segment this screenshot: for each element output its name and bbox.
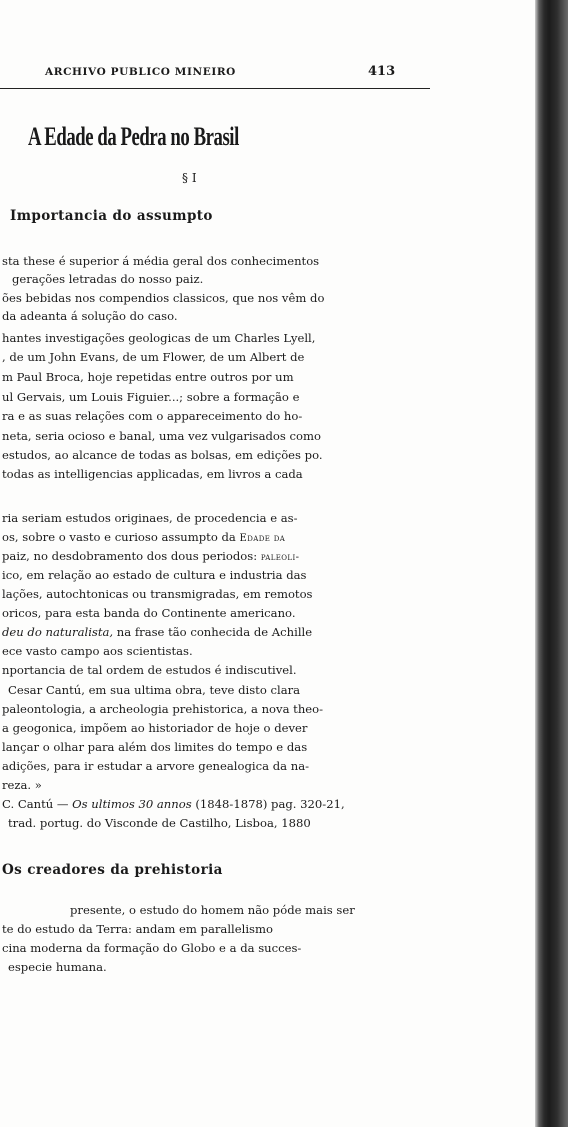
text-line: adições, para ir estudar a arvore genealogica da na- [2, 759, 310, 773]
small-caps-term: paleoli- [260, 552, 300, 563]
text-line: ria seriam estudos originaes, de procedencia e as- [2, 511, 298, 525]
text-line: a geogonica, impõem ao historiador de hoje o dever [2, 721, 308, 735]
text-line: paiz, no desdobramento dos dous periodos: paleoli- [2, 549, 300, 563]
text-line: sta these é superior á média geral dos conhecimentos [2, 254, 320, 268]
citation-line: trad. portug. do Visconde de Castilho, Lisboa, 1880 [8, 816, 311, 830]
section-mark: § I [182, 171, 197, 185]
text-line: todas as intelligencias applicadas, em livros a cada [2, 467, 303, 481]
italic-phrase: deu do naturalista, [2, 625, 114, 639]
text-line: reza. » [2, 778, 42, 792]
text-line: neta, seria ocioso e banal, uma vez vulgarisados como [2, 429, 321, 443]
text-line: presente, o estudo do homem não póde mais ser [70, 903, 355, 917]
page-number: 413 [368, 64, 396, 79]
section-heading-creadores: Os creadores da prehistoria [2, 862, 223, 878]
text-line: hantes investigações geologicas de um Charles Lyell, [2, 331, 316, 345]
running-head: ARCHIVO PUBLICO MINEIRO [45, 66, 236, 78]
text-line: oricos, para esta banda do Continente americano. [2, 606, 296, 620]
text-line: ico, em relação ao estado de cultura e industria das [2, 568, 307, 582]
text-line: paleontologia, a archeologia prehistorica, a nova theo- [2, 702, 324, 716]
text-line: ul Gervais, um Louis Figuier...; sobre a formação e [2, 390, 300, 404]
cited-title: Os ultimos 30 annos [72, 797, 192, 811]
article-title: A Edade da Pedra no Brasil [28, 122, 239, 151]
text-line: nportancia de tal ordem de estudos é indiscutivel. [2, 663, 297, 677]
text-line: gerações letradas do nosso paiz. [12, 272, 204, 286]
text-line: ece vasto campo aos scientistas. [2, 644, 193, 658]
text-line: os, sobre o vasto e curioso assumpto da Edade da [2, 530, 286, 544]
text-line: especie humana. [8, 960, 107, 974]
book-spine-shadow [535, 0, 568, 1127]
text-line: te do estudo da Terra: andam em parallelismo [2, 922, 273, 936]
page-header [0, 62, 430, 89]
citation-line: C. Cantú — Os ultimos 30 annos (1848-1878) pag. 320-21, [2, 797, 345, 811]
text-line: m Paul Broca, hoje repetidas entre outros por um [2, 370, 294, 384]
text-line: cina moderna da formação do Globo e a da succes- [2, 941, 302, 955]
text-line: deu do naturalista, na frase tão conhecida de Achille [2, 625, 313, 639]
text-line: estudos, ao alcance de todas as bolsas, em edições po. [2, 448, 323, 462]
small-caps-term: Edade da [239, 533, 286, 544]
text-line: da adeanta á solução do caso. [2, 309, 178, 323]
text-line: ra e as suas relações com o appareceimento do ho- [2, 409, 303, 423]
section-heading-importancia: Importancia do assumpto [10, 208, 213, 224]
text-line: ões bebidas nos compendios classicos, que nos vêm do [2, 291, 325, 305]
text-line: lações, autochtonicas ou transmigradas, em remotos [2, 587, 313, 601]
text-line: Cesar Cantú, em sua ultima obra, teve disto clara [8, 683, 301, 697]
text-line: lançar o olhar para além dos limites do tempo e das [2, 740, 308, 754]
text-line: , de um John Evans, de um Flower, de um Albert de [2, 350, 305, 364]
